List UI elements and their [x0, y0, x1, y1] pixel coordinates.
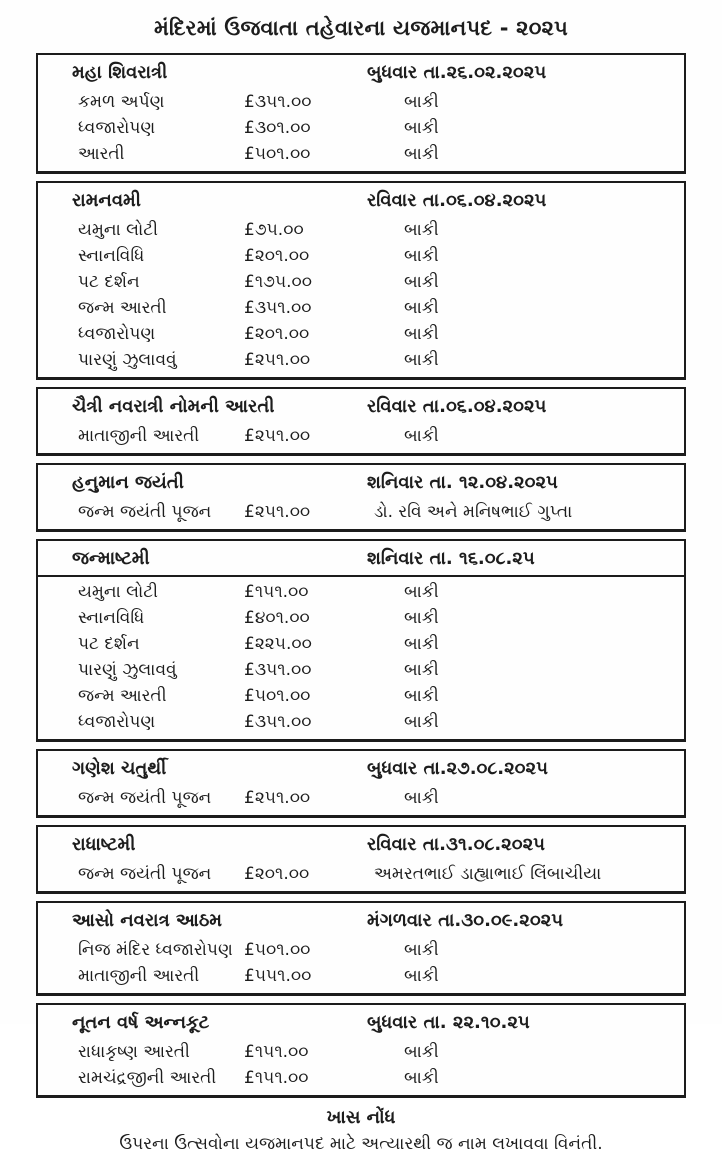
ritual-label: આરતી — [78, 144, 125, 164]
festival-block — [36, 181, 686, 380]
ritual-row — [38, 605, 684, 631]
ritual-rows — [38, 217, 684, 373]
ritual-rows — [38, 1039, 684, 1091]
festival-date: શનિવાર તા. ૧૬.૦૮.૨૫ — [367, 548, 535, 569]
ritual-label: જન્મ જયંતી પૂજન — [78, 864, 212, 884]
ritual-row — [38, 937, 684, 963]
ritual-amount: £૩૫૧.૦૦ — [244, 660, 312, 680]
ritual-status: બાકી — [404, 686, 439, 706]
ritual-label: યમુના લોટી — [78, 220, 159, 240]
festival-header — [38, 905, 684, 937]
ritual-status: બાકી — [404, 966, 439, 986]
festival-block — [36, 463, 686, 532]
festival-block — [36, 1003, 686, 1098]
ritual-row — [38, 631, 684, 657]
festival-header — [38, 185, 684, 217]
ritual-label: ધ્વજારોપણ — [78, 324, 156, 344]
ritual-label: પારણું ઝુલાવવું — [78, 660, 177, 680]
ritual-row — [38, 785, 684, 811]
festival-name: રાધાષ્ટમી — [72, 834, 136, 855]
festival-date: રવિવાર તા.૦૬.૦૪.૨૦૨૫ — [367, 190, 547, 211]
ritual-rows — [38, 785, 684, 811]
ritual-amount: £૨૦૧.૦૦ — [244, 324, 310, 344]
ritual-status: બાકી — [404, 940, 439, 960]
ritual-row — [38, 295, 684, 321]
ritual-status: બાકી — [404, 324, 439, 344]
ritual-amount: £૨૫૧.૦૦ — [244, 788, 311, 808]
ritual-status: ડો. રવિ અને મનિષભાઈ ગુપ્તા — [374, 502, 573, 522]
ritual-row — [38, 499, 684, 525]
festival-header — [38, 467, 684, 499]
ritual-amount: £૨૫૧.૦૦ — [244, 350, 311, 370]
ritual-label: જન્મ આરતી — [78, 686, 167, 706]
festival-list — [36, 53, 686, 1098]
ritual-rows — [38, 579, 684, 735]
ritual-amount: £૩૫૧.૦૦ — [244, 712, 312, 732]
ritual-amount: £૧૫૧.૦૦ — [244, 1042, 309, 1062]
ritual-row — [38, 141, 684, 167]
ritual-amount: £૨૦૧.૦૦ — [244, 246, 310, 266]
ritual-rows — [38, 423, 684, 449]
ritual-status: બાકી — [404, 144, 439, 164]
festival-date: શનિવાર તા. ૧૨.૦૪.૨૦૨૫ — [367, 472, 558, 493]
ritual-label: સ્નાનવિધિ — [78, 608, 145, 628]
festival-name: હનુમાન જયંતી — [72, 472, 184, 493]
ritual-amount: £૧૭૫.૦૦ — [244, 272, 313, 292]
ritual-amount: £૫૦૧.૦૦ — [244, 144, 311, 164]
ritual-label: ધ્વજારોપણ — [78, 712, 156, 732]
footer — [36, 1105, 686, 1157]
festival-header — [38, 57, 684, 89]
ritual-row — [38, 347, 684, 373]
ritual-amount: £૨૦૧.૦૦ — [244, 864, 310, 884]
footer-heading: ખાસ નોંધ — [326, 1107, 396, 1128]
ritual-row — [38, 217, 684, 243]
ritual-label: રામચંદ્રજીની આરતી — [78, 1068, 217, 1088]
festival-block — [36, 749, 686, 818]
festival-name: જન્માષ્ટમી — [72, 548, 150, 569]
festival-block — [36, 825, 686, 894]
ritual-status: બાકી — [404, 608, 439, 628]
ritual-status: બાકી — [404, 788, 439, 808]
ritual-status: બાકી — [404, 426, 439, 446]
ritual-rows — [38, 499, 684, 525]
page-title: મંદિરમાં ઉજવાતા તહેવારના યજમાનપદ - ૨૦૨૫ — [153, 16, 569, 40]
festival-date: રવિવાર તા.૦૬.૦૪.૨૦૨૫ — [367, 396, 547, 417]
ritual-status: બાકી — [404, 220, 439, 240]
ritual-label: નિજ મંદિર ધ્વજારોપણ — [78, 940, 233, 960]
ritual-row — [38, 1039, 684, 1065]
festival-header — [38, 829, 684, 861]
festival-date: રવિવાર તા.૩૧.૦૮.૨૦૨૫ — [367, 834, 545, 855]
ritual-row — [38, 321, 684, 347]
ritual-amount: £૨૫૧.૦૦ — [244, 426, 311, 446]
ritual-label: ધ્વજારોપણ — [78, 118, 156, 138]
ritual-status: બાકી — [404, 1068, 439, 1088]
ritual-row — [38, 683, 684, 709]
festival-header — [38, 391, 684, 423]
ritual-status: બાકી — [404, 246, 439, 266]
ritual-label: કમળ અર્પણ — [78, 92, 165, 112]
ritual-row — [38, 1065, 684, 1091]
festival-block — [36, 387, 686, 456]
festival-name: રામનવમી — [72, 190, 141, 211]
ritual-status: બાકી — [404, 1042, 439, 1062]
ritual-row — [38, 423, 684, 449]
ritual-label: પટ દર્શન — [78, 272, 140, 292]
ritual-status: બાકી — [404, 712, 439, 732]
ritual-label: માતાજીની આરતી — [78, 966, 200, 986]
ritual-status: બાકી — [404, 92, 439, 112]
ritual-amount: £૫૫૧.૦૦ — [244, 966, 312, 986]
ritual-label: પારણું ઝુલાવવું — [78, 350, 177, 370]
festival-name: નૂતન વર્ષ અન્નકૂટ — [72, 1012, 210, 1033]
ritual-row — [38, 657, 684, 683]
ritual-amount: £૨૫૧.૦૦ — [244, 502, 311, 522]
ritual-row — [38, 89, 684, 115]
ritual-status: બાકી — [404, 660, 439, 680]
ritual-status: બાકી — [404, 634, 439, 654]
festival-name: ગણેશ ચતુર્થી — [72, 758, 167, 779]
festival-date: મંગળવાર તા.૩૦.૦૯.૨૦૨૫ — [367, 910, 564, 931]
ritual-label: યમુના લોટી — [78, 582, 159, 602]
ritual-row — [38, 269, 684, 295]
ritual-row — [38, 709, 684, 735]
festival-header — [38, 753, 684, 785]
ritual-amount: £૧૫૧.૦૦ — [244, 1068, 309, 1088]
ritual-rows — [38, 89, 684, 167]
ritual-amount: £૩૦૧.૦૦ — [244, 118, 311, 138]
festival-name: મહા શિવરાત્રી — [72, 62, 168, 83]
ritual-row — [38, 579, 684, 605]
ritual-label: પટ દર્શન — [78, 634, 140, 654]
ritual-amount: £૭૫.૦૦ — [244, 220, 304, 240]
ritual-amount: £૫૦૧.૦૦ — [244, 686, 311, 706]
ritual-label: સ્નાનવિધિ — [78, 246, 145, 266]
festival-date: બુધવાર તા. ૨૨.૧૦.૨૫ — [367, 1012, 530, 1033]
ritual-row — [38, 115, 684, 141]
ritual-label: જન્મ જયંતી પૂજન — [78, 502, 212, 522]
ritual-row — [38, 861, 684, 887]
ritual-status: અમરતભાઈ ડાહ્યાભાઈ લિંબાચીયા — [374, 864, 602, 884]
ritual-status: બાકી — [404, 582, 439, 602]
festival-name: ચૈત્રી નવરાત્રી નોમની આરતી — [72, 396, 275, 417]
ritual-row — [38, 963, 684, 989]
festival-name: આસો નવરાત્ર આઠમ — [72, 910, 222, 931]
ritual-status: બાકી — [404, 272, 439, 292]
festival-header — [38, 1007, 684, 1039]
ritual-status: બાકી — [404, 118, 439, 138]
ritual-label: જન્મ આરતી — [78, 298, 167, 318]
ritual-status: બાકી — [404, 298, 439, 318]
ritual-label: માતાજીની આરતી — [78, 426, 200, 446]
ritual-label: રાધાકૃષ્ણ આરતી — [78, 1042, 190, 1062]
ritual-rows — [38, 861, 684, 887]
ritual-status: બાકી — [404, 350, 439, 370]
festival-block — [36, 901, 686, 996]
ritual-amount: £૧૫૧.૦૦ — [244, 582, 309, 602]
ritual-rows — [38, 937, 684, 989]
festival-date: બુધવાર તા.૨૭.૦૮.૨૦૨૫ — [367, 758, 548, 779]
ritual-amount: £૩૫૧.૦૦ — [244, 298, 312, 318]
festival-header — [38, 543, 684, 577]
ritual-row — [38, 243, 684, 269]
ritual-label: જન્મ જયંતી પૂજન — [78, 788, 212, 808]
festival-date: બુધવાર તા.૨૬.૦૨.૨૦૨૫ — [367, 62, 547, 83]
ritual-amount: £૨૨૫.૦૦ — [244, 634, 312, 654]
ritual-amount: £૪૦૧.૦૦ — [244, 608, 310, 628]
footer-note: ઉપરના ઉત્સવોના યજમાનપદ માટે અત્યારથી જ નામ લખાવવા વિનંતી. — [119, 1134, 603, 1154]
ritual-amount: £૫૦૧.૦૦ — [244, 940, 311, 960]
ritual-amount: £૩૫૧.૦૦ — [244, 92, 312, 112]
festival-block — [36, 539, 686, 742]
festival-block — [36, 53, 686, 174]
